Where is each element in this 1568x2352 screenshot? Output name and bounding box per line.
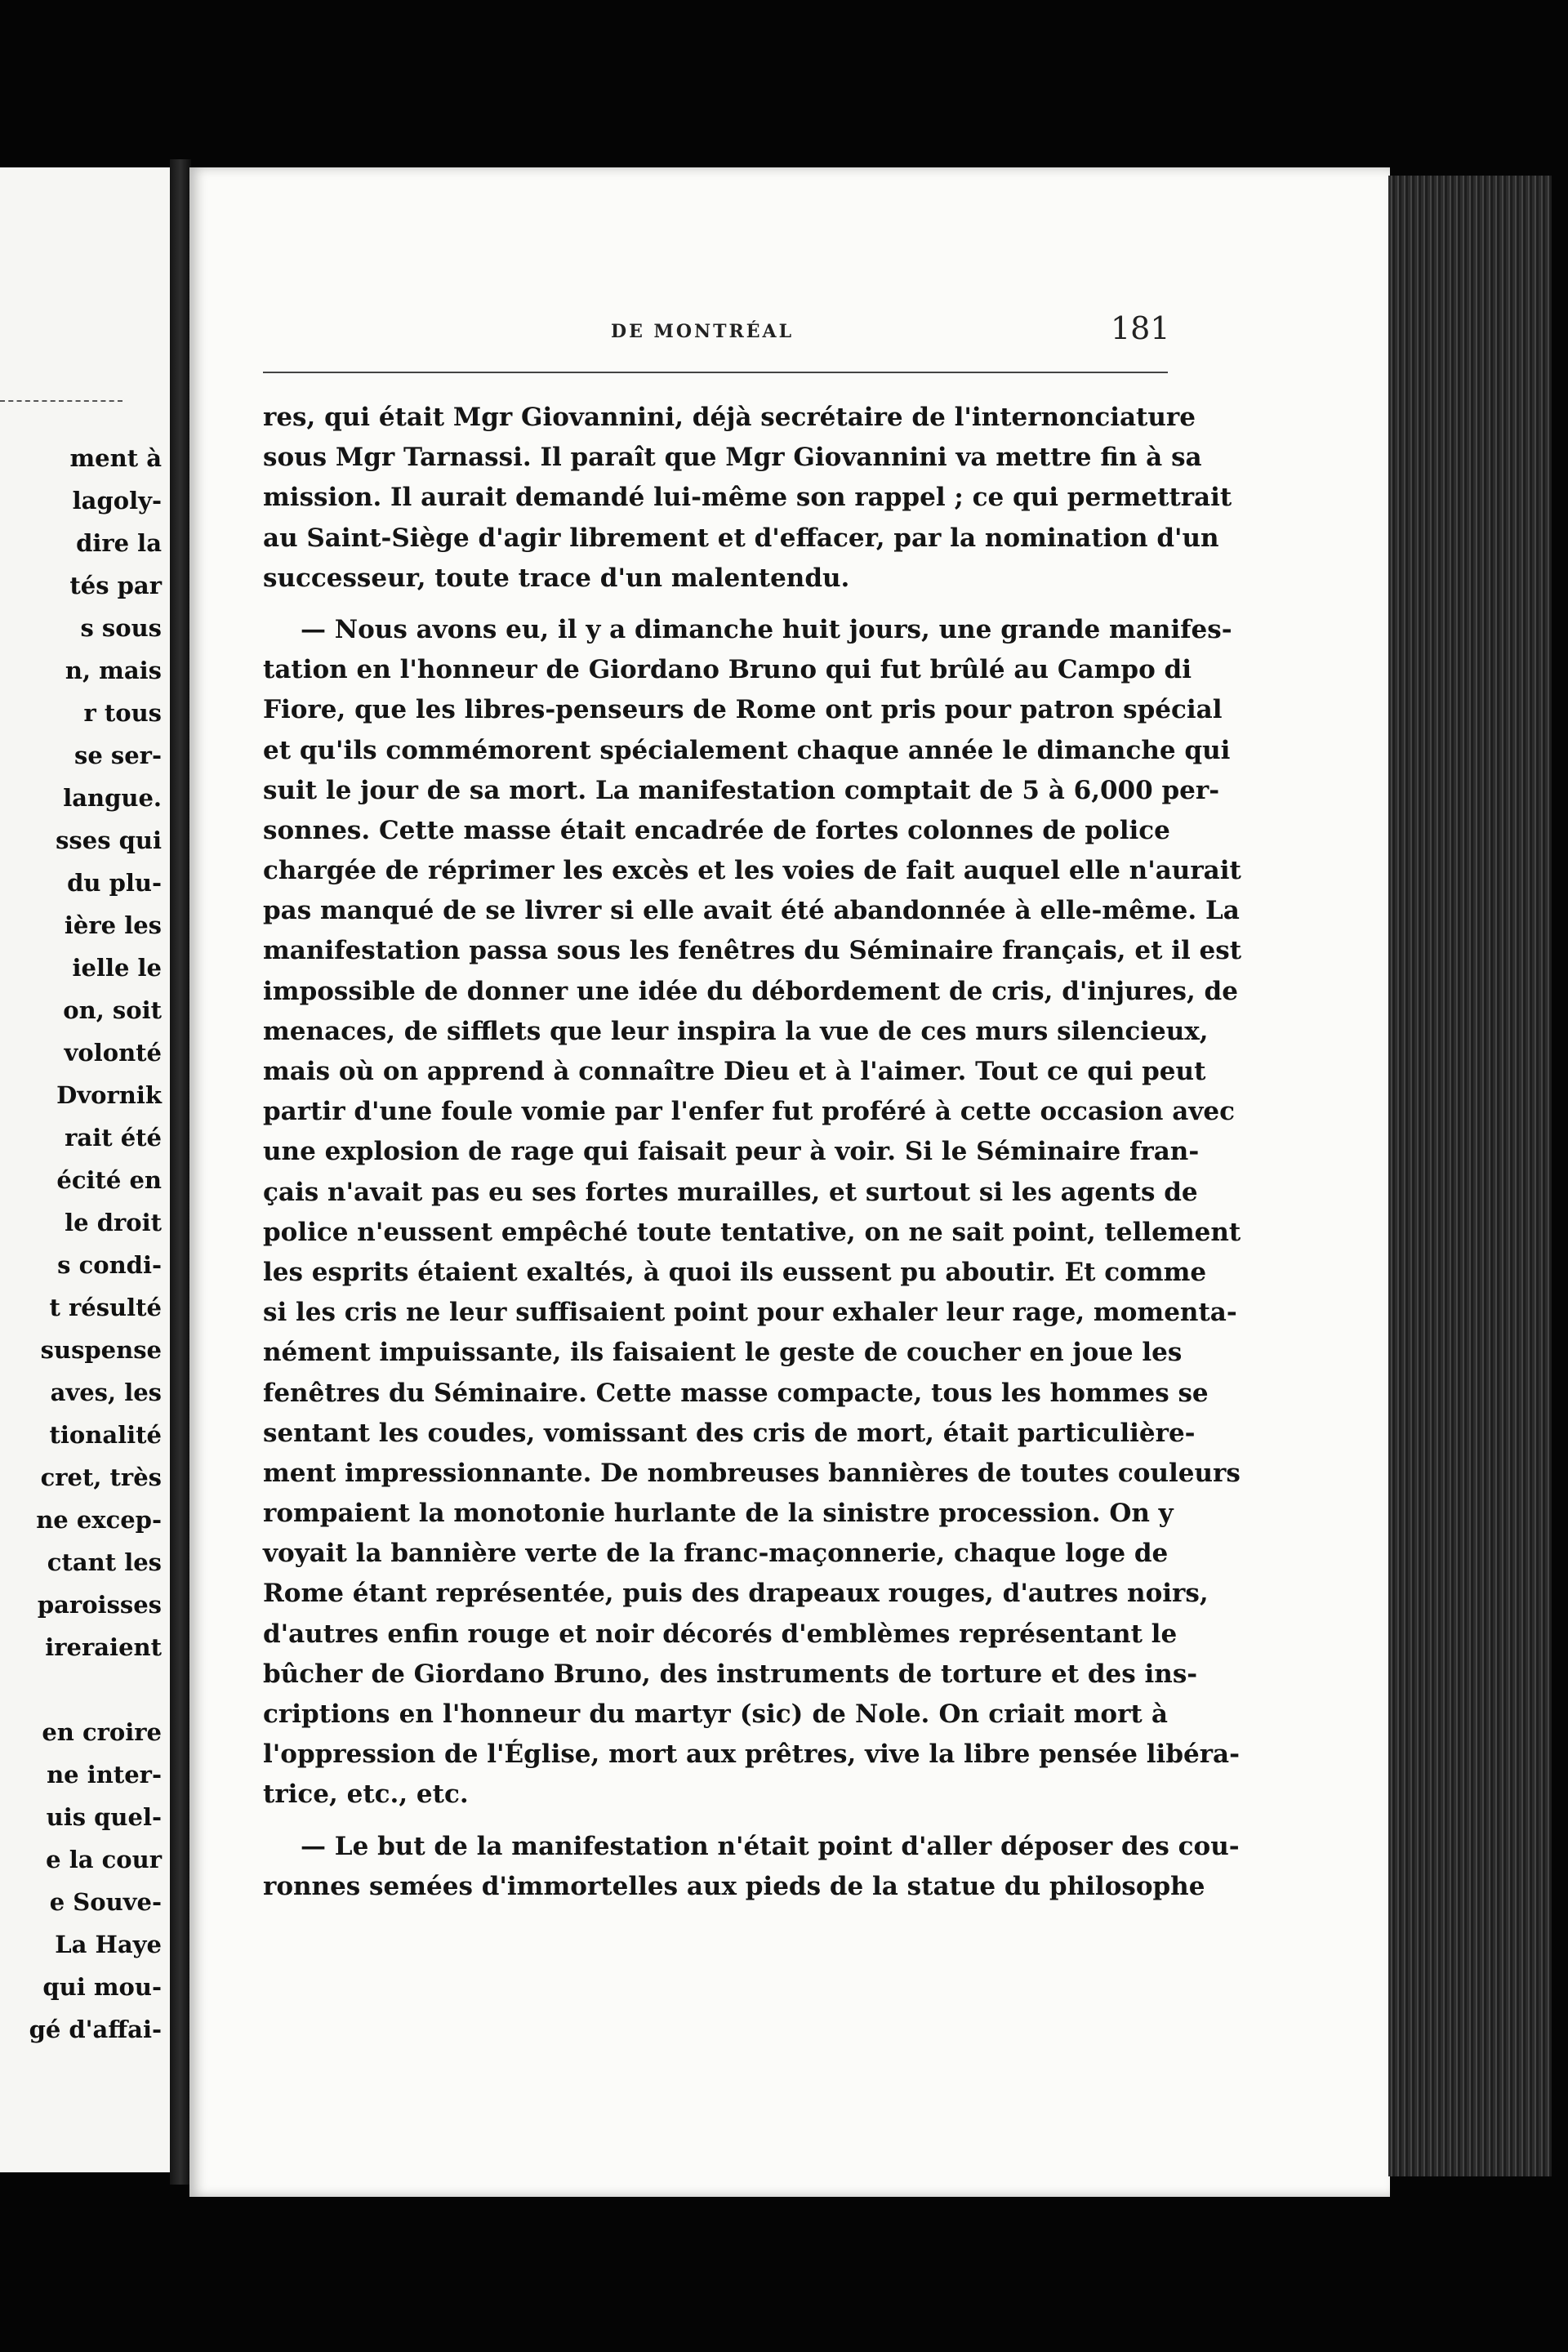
left-page-line: on, soit [63,996,162,1024]
text-line: manifestation passa sous les fenêtres du Séminaire français, et il est [263,936,1242,966]
text-line: les esprits étaient exaltés, à quoi ils eussent pu aboutir. Et comme [263,1257,1207,1287]
text-line: trice, etc., etc. [263,1780,469,1810]
text-line: — Le but de la manifestation n'était point d'aller déposer des cou- [301,1831,1240,1861]
text-line: res, qui était Mgr Giovannini, déjà secrétaire de l'internonciature [263,403,1196,432]
text-line: tation en l'honneur de Giordano Bruno qui fut brûlé au Campo di [263,655,1192,685]
text-line: nément impuissante, ils faisaient le geste de coucher en joue les [263,1338,1183,1368]
text-line: — Nous avons eu, il y a dimanche huit jours, une grande manifes- [301,614,1232,644]
left-page-line: Dvornik [56,1081,162,1109]
text-line: impossible de donner une idée du débordement de cris, d'injures, de [263,976,1238,1006]
text-line: Rome étant représentée, puis des drapeaux rouges, d'autres noirs, [263,1579,1209,1609]
left-page-line: sses qui [56,826,162,854]
text-line: suit le jour de sa mort. La manifestation comptait de 5 à 6,000 per- [263,775,1220,805]
left-page-line: paroisses [37,1591,162,1619]
book-gutter [170,159,191,2185]
left-page-line: langue. [63,784,162,812]
text-line: d'autres enfin rouge et noir décorés d'emblèmes représentant le [263,1619,1178,1649]
left-page-line: s sous [80,614,162,642]
left-page-line: dire la [76,529,162,557]
left-page-text [0,437,162,2051]
left-page-line: gé d'affai- [29,2016,162,2043]
left-page-line: du plu- [67,869,162,897]
text-line: ronnes semées d'immortelles aux pieds de la statue du philosophe [263,1871,1205,1901]
left-page-line: tionalité [49,1421,162,1449]
text-line: mission. Il aurait demandé lui-même son rappel ; ce qui permettrait [263,483,1232,513]
text-line: bûcher de Giordano Bruno, des instruments de torture et des ins- [263,1659,1198,1689]
left-page-line: rait été [65,1124,162,1152]
book-page-edges [1388,176,1552,2176]
left-page-line: ment à [69,444,162,472]
text-line: rompaient la monotonie hurlante de la sinistre procession. On y [263,1499,1174,1529]
left-page-line: t résulté [49,1294,162,1321]
text-line: police n'eussent empêché toute tentative, on ne sait point, tellement [263,1217,1241,1247]
left-page-line: ne excep- [36,1506,162,1534]
text-line: pas manqué de se livrer si elle avait été abandonnée à elle-même. La [263,896,1240,926]
left-page-line: ière les [64,911,162,939]
text-line: menaces, de sifflets que leur inspira la vue de ces murs silencieux, [263,1016,1209,1046]
text-line: fenêtres du Séminaire. Cette masse compacte, tous les hommes se [263,1378,1209,1408]
body-text [263,398,1242,1918]
left-page-line: aves, les [50,1379,162,1406]
text-line: chargée de réprimer les excès et les voies de fait auquel elle n'aurait [263,856,1241,886]
left-page-line: ne inter- [47,1761,162,1788]
left-page-line: r tous [83,699,162,727]
left-page-line: qui mou- [42,1973,162,2001]
page-number: 181 [1111,310,1170,346]
left-page-line: le droit [65,1209,162,1236]
text-line: criptions en l'honneur du martyr (sic) de Nole. On criait mort à [263,1699,1168,1729]
left-page-line: ielle le [72,954,162,982]
left-page-line: e la cour [46,1846,162,1873]
left-page-line: tés par [69,572,162,599]
left-page-line: uis quel- [46,1803,162,1831]
left-page-line [0,1668,162,1711]
text-line: sous Mgr Tarnassi. Il paraît que Mgr Giovannini va mettre fin à sa [263,443,1202,473]
text-line: partir d'une foule vomie par l'enfer fut proféré à cette occasion avec [263,1097,1235,1127]
left-page-line: ctant les [47,1548,162,1576]
text-line: une explosion de rage qui faisait peur à voir. Si le Séminaire fran- [263,1137,1200,1167]
header-rule [263,372,1168,373]
left-page-line: suspense [40,1336,162,1364]
text-line: successeur, toute trace d'un malentendu. [263,563,850,593]
text-line: sonnes. Cette masse était encadrée de fortes colonnes de police [263,815,1170,845]
left-page-line: s condi- [57,1251,162,1279]
left-page-line: cret, très [40,1463,162,1491]
text-line: si les cris ne leur suffisaient point pour exhaler leur rage, momenta- [263,1298,1237,1328]
text-line: Fiore, que les libres-penseurs de Rome ont pris pour patron spécial [263,695,1223,725]
left-page-line: volonté [64,1039,162,1067]
text-line: au Saint-Siège d'agir librement et d'effacer, par la nomination d'un [263,523,1219,553]
left-page-line: n, mais [65,657,162,684]
left-page-line: en croire [42,1718,162,1746]
left-page-line: e Souve- [49,1888,162,1916]
left-page-rule [0,400,122,402]
text-line: çais n'avait pas eu ses fortes murailles, et surtout si les agents de [263,1177,1198,1207]
text-line: l'oppression de l'Église, mort aux prêtres, vive la libre pensée libéra- [263,1740,1240,1770]
paragraph [263,610,1242,1815]
left-page-line: lagoly- [72,487,162,514]
left-page-fragment [0,167,175,2172]
text-line: mais où on apprend à connaître Dieu et à l'aimer. Tout ce qui peut [263,1057,1206,1086]
text-line: ment impressionnante. De nombreuses bannières de toutes couleurs [263,1458,1241,1488]
text-line: et qu'ils commémorent spécialement chaque année le dimanche qui [263,735,1231,765]
text-line: sentant les coudes, vomissant des cris de mort, était particulière- [263,1418,1196,1448]
text-line: voyait la bannière verte de la franc-maçonnerie, chaque loge de [263,1539,1169,1569]
paragraph [263,1827,1240,1907]
left-page-line: écité en [56,1166,162,1194]
paragraph [263,398,1232,599]
running-head: DE MONTRÉAL [611,321,795,342]
left-page-line: ireraient [45,1633,162,1661]
left-page-line: La Haye [55,1931,162,1958]
left-page-line: se ser- [74,742,162,769]
